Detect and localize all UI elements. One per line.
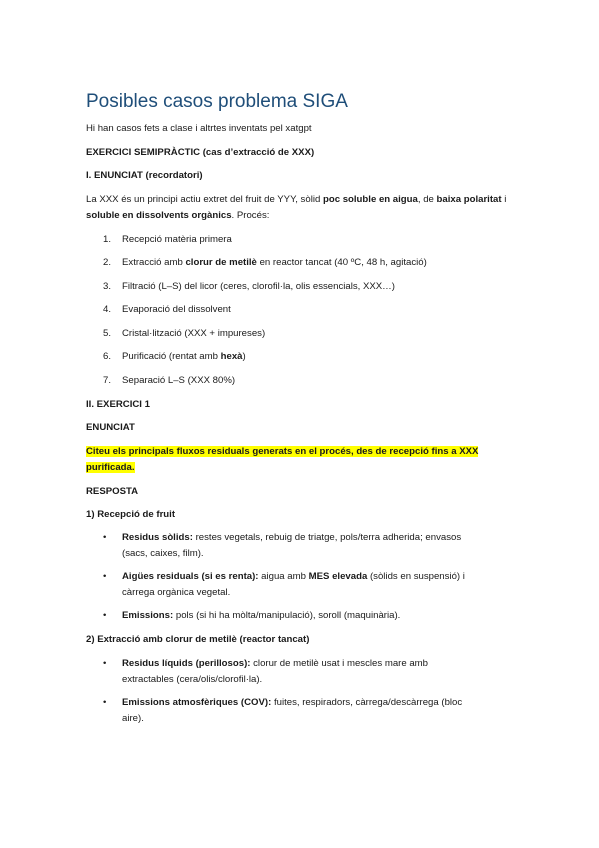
bullet-text: aire).	[122, 713, 144, 724]
bullet-icon: •	[103, 658, 107, 669]
step-item	[103, 373, 235, 389]
bullet-text: pols (si hi ha mòlta/manipulació), soroll (maquinària).	[173, 610, 401, 621]
bullet-text: (sòlids en suspensió) i	[367, 571, 465, 582]
intro-text-2: , de	[417, 194, 437, 205]
step-text: )	[242, 351, 246, 362]
step-text: Evaporació del dissolvent	[122, 304, 231, 315]
section1-heading: I. ENUNCIAT (recordatori)	[86, 170, 203, 181]
bullet-icon: •	[103, 532, 107, 543]
intro-text-3: i	[501, 194, 507, 205]
list-item-text	[122, 530, 503, 562]
step-bold: clorur de metilè	[185, 257, 257, 268]
step-number: 7.	[103, 375, 112, 386]
bullet-bold: Residus líquids (perillosos):	[122, 658, 251, 669]
bullet-text: clorur de metilè usat i mescles mare amb	[250, 658, 429, 669]
intro-text-4: . Procés:	[231, 210, 270, 221]
step-item	[103, 326, 265, 342]
bullet-text: aigua amb	[258, 571, 309, 582]
section2-heading: II. EXERCICI 1	[86, 399, 150, 410]
intro-bold-3: soluble en dissolvents orgànics	[86, 210, 232, 221]
step-text: Extracció amb	[122, 257, 186, 268]
step-number: 1.	[103, 234, 112, 245]
question-line: Citeu els principals fluxos residuals generats en el procés, des de recepció fins a XXX	[86, 446, 479, 457]
bullet-text: fuites, respiradors, càrrega/descàrrega (bloc	[271, 697, 463, 708]
step-item	[103, 255, 427, 271]
intro-bold-1: poc soluble en aigua	[322, 194, 418, 205]
step-text: Recepció matèria primera	[122, 234, 232, 245]
enunciat-label: ENUNCIAT	[86, 422, 135, 433]
list-item-text	[122, 695, 503, 727]
intro-paragraph	[86, 192, 522, 224]
bullet-icon: •	[103, 571, 107, 582]
page-title: Posibles casos problema SIGA	[86, 91, 348, 112]
sub1-heading: 1) Recepció de fruit	[86, 509, 176, 520]
step-number: 4.	[103, 304, 112, 315]
step-number: 3.	[103, 281, 112, 292]
intro-bold-2: baixa polaritat	[436, 194, 502, 205]
step-bold: hexà	[220, 351, 243, 362]
step-number: 2.	[103, 257, 112, 268]
step-item	[103, 349, 246, 365]
question-line: purificada.	[86, 462, 135, 473]
sub2-heading: 2) Extracció amb clorur de metilè (reactor tancat)	[86, 634, 310, 645]
list-item-text	[122, 608, 503, 624]
bullet-bold: Emissions:	[122, 610, 174, 621]
step-text: Separació L–S (XXX 80%)	[122, 375, 236, 386]
bullet-text: restes vegetals, rebuig de triatge, pols/terra adherida; envasos	[192, 532, 462, 543]
bullet-text: (sacs, caixes, film).	[122, 548, 204, 559]
intro-text-1: La XXX és un principi actiu extret del fruit de YYY, sòlid	[86, 194, 323, 205]
step-item	[103, 302, 231, 318]
step-text: Cristal·lització (XXX + impureses)	[122, 328, 266, 339]
question-text	[86, 444, 522, 476]
bullet-bold: MES elevada	[308, 571, 368, 582]
list-item-text	[122, 569, 503, 601]
bullet-icon: •	[103, 697, 107, 708]
exercise-heading: EXERCICI SEMIPRÀCTIC (cas d’extracció de XXX)	[86, 147, 315, 158]
step-text: Filtració (L–S) del licor (ceres, clorofil·la, olis essencials, XXX…)	[122, 281, 395, 292]
step-text: Purificació (rentat amb	[122, 351, 221, 362]
subtitle-text: Hi han casos fets a clase i altrtes inventats pel xatgpt	[86, 123, 312, 134]
resposta-label: RESPOSTA	[86, 486, 139, 497]
step-number: 5.	[103, 328, 112, 339]
bullet-icon: •	[103, 610, 107, 621]
step-item	[103, 279, 395, 295]
bullet-bold: Residus sòlids:	[122, 532, 193, 543]
bullet-bold: Emissions atmosfèriques (COV):	[122, 697, 272, 708]
list-item-text	[122, 656, 503, 688]
bullet-bold: Aigües residuals (si es renta):	[122, 571, 259, 582]
bullet-text: càrrega orgànica vegetal.	[122, 587, 231, 598]
bullet-text: extractables (cera/olis/clorofil·la).	[122, 674, 263, 685]
step-item	[103, 232, 232, 248]
step-number: 6.	[103, 351, 112, 362]
step-text: en reactor tancat (40 ºC, 48 h, agitació)	[256, 257, 427, 268]
